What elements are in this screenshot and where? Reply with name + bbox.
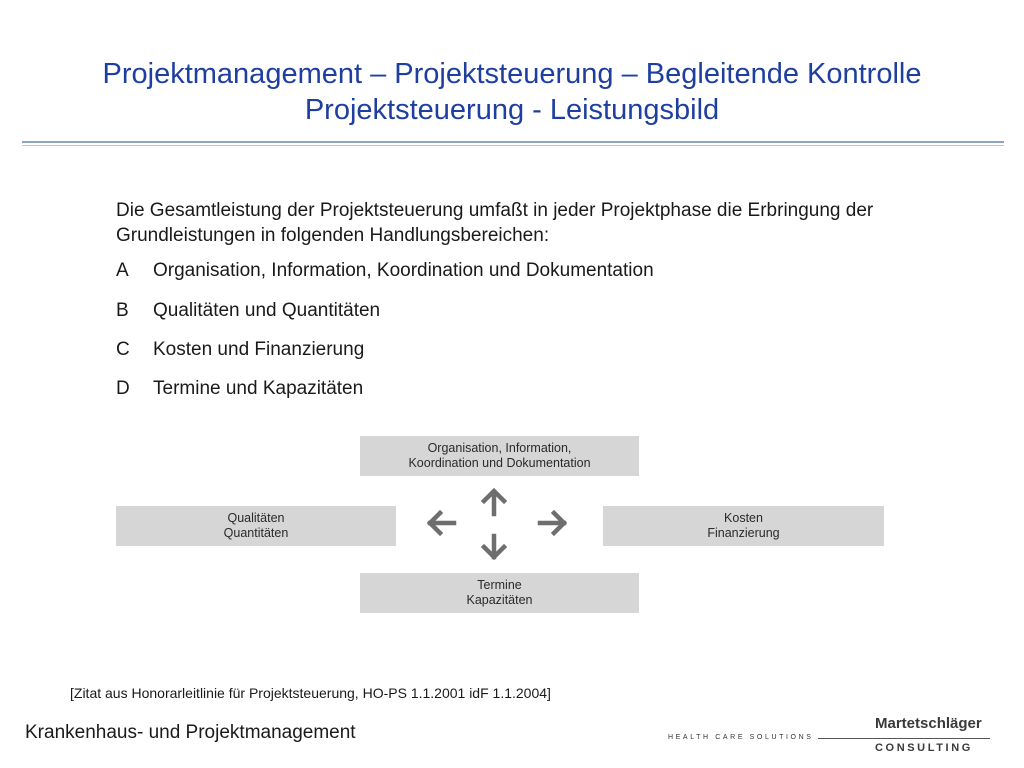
list-letter: A (116, 260, 129, 281)
list-text: Termine und Kapazitäten (153, 378, 364, 399)
citation: [Zitat aus Honorarleitlinie für Projektsteuerung, HO-PS 1.1.2001 idF 1.1.2004] (70, 685, 551, 701)
box-termine-line-1: Termine (477, 578, 522, 592)
list-letter: B (116, 300, 129, 321)
list-item-a (116, 258, 654, 284)
title-divider (22, 141, 1004, 143)
box-organisation-line-1: Organisation, Information, (427, 441, 572, 455)
logo-divider (818, 738, 990, 739)
list-item-d (116, 376, 363, 402)
box-kosten-line-1: Kosten (724, 511, 763, 525)
box-qualitaeten (116, 506, 396, 546)
box-organisation (360, 436, 639, 476)
box-termine-line-2: Kapazitäten (466, 593, 533, 607)
list-letter: C (116, 339, 130, 360)
arrow-left-icon (430, 513, 454, 533)
list-text: Organisation, Information, Koordination und Dokumentation (153, 260, 654, 281)
intro-text: Die Gesamtleistung der Projektsteuerung umfaßt in jeder Projektphase die Erbringung der Grundleistungen in folgenden Handlungsbereichen: (116, 200, 874, 246)
company-logo-name: Martetschläger (875, 715, 982, 732)
list-text: Kosten und Finanzierung (153, 339, 365, 360)
list-item-c (116, 337, 364, 363)
footer-tagline: HEALTH CARE SOLUTIONS (668, 734, 814, 741)
page-title-line-2: Projektsteuerung - Leistungsbild (304, 94, 720, 126)
title-divider-secondary (22, 145, 1004, 146)
list-text: Qualitäten und Quantitäten (153, 300, 381, 321)
list-letter: D (116, 378, 130, 399)
page-title (0, 56, 1024, 128)
arrow-up-icon (484, 491, 504, 514)
company-logo-sub: CONSULTING (875, 742, 973, 754)
arrow-right-icon (540, 513, 564, 533)
page-title-line-1: Projektmanagement – Projektsteuerung – Begleitende Kontrolle (102, 58, 922, 90)
list-item-b (116, 298, 380, 324)
box-termine (360, 573, 639, 613)
direction-arrows (420, 486, 574, 562)
footer-course-title: Krankenhaus- und Projektmanagement (25, 722, 356, 743)
box-kosten (603, 506, 884, 546)
box-organisation-line-2: Koordination und Dokumentation (408, 456, 591, 470)
arrow-down-icon (484, 536, 504, 557)
box-qualitaeten-line-1: Qualitäten (227, 511, 285, 525)
box-kosten-line-2: Finanzierung (707, 526, 780, 540)
box-qualitaeten-line-2: Quantitäten (223, 526, 289, 540)
